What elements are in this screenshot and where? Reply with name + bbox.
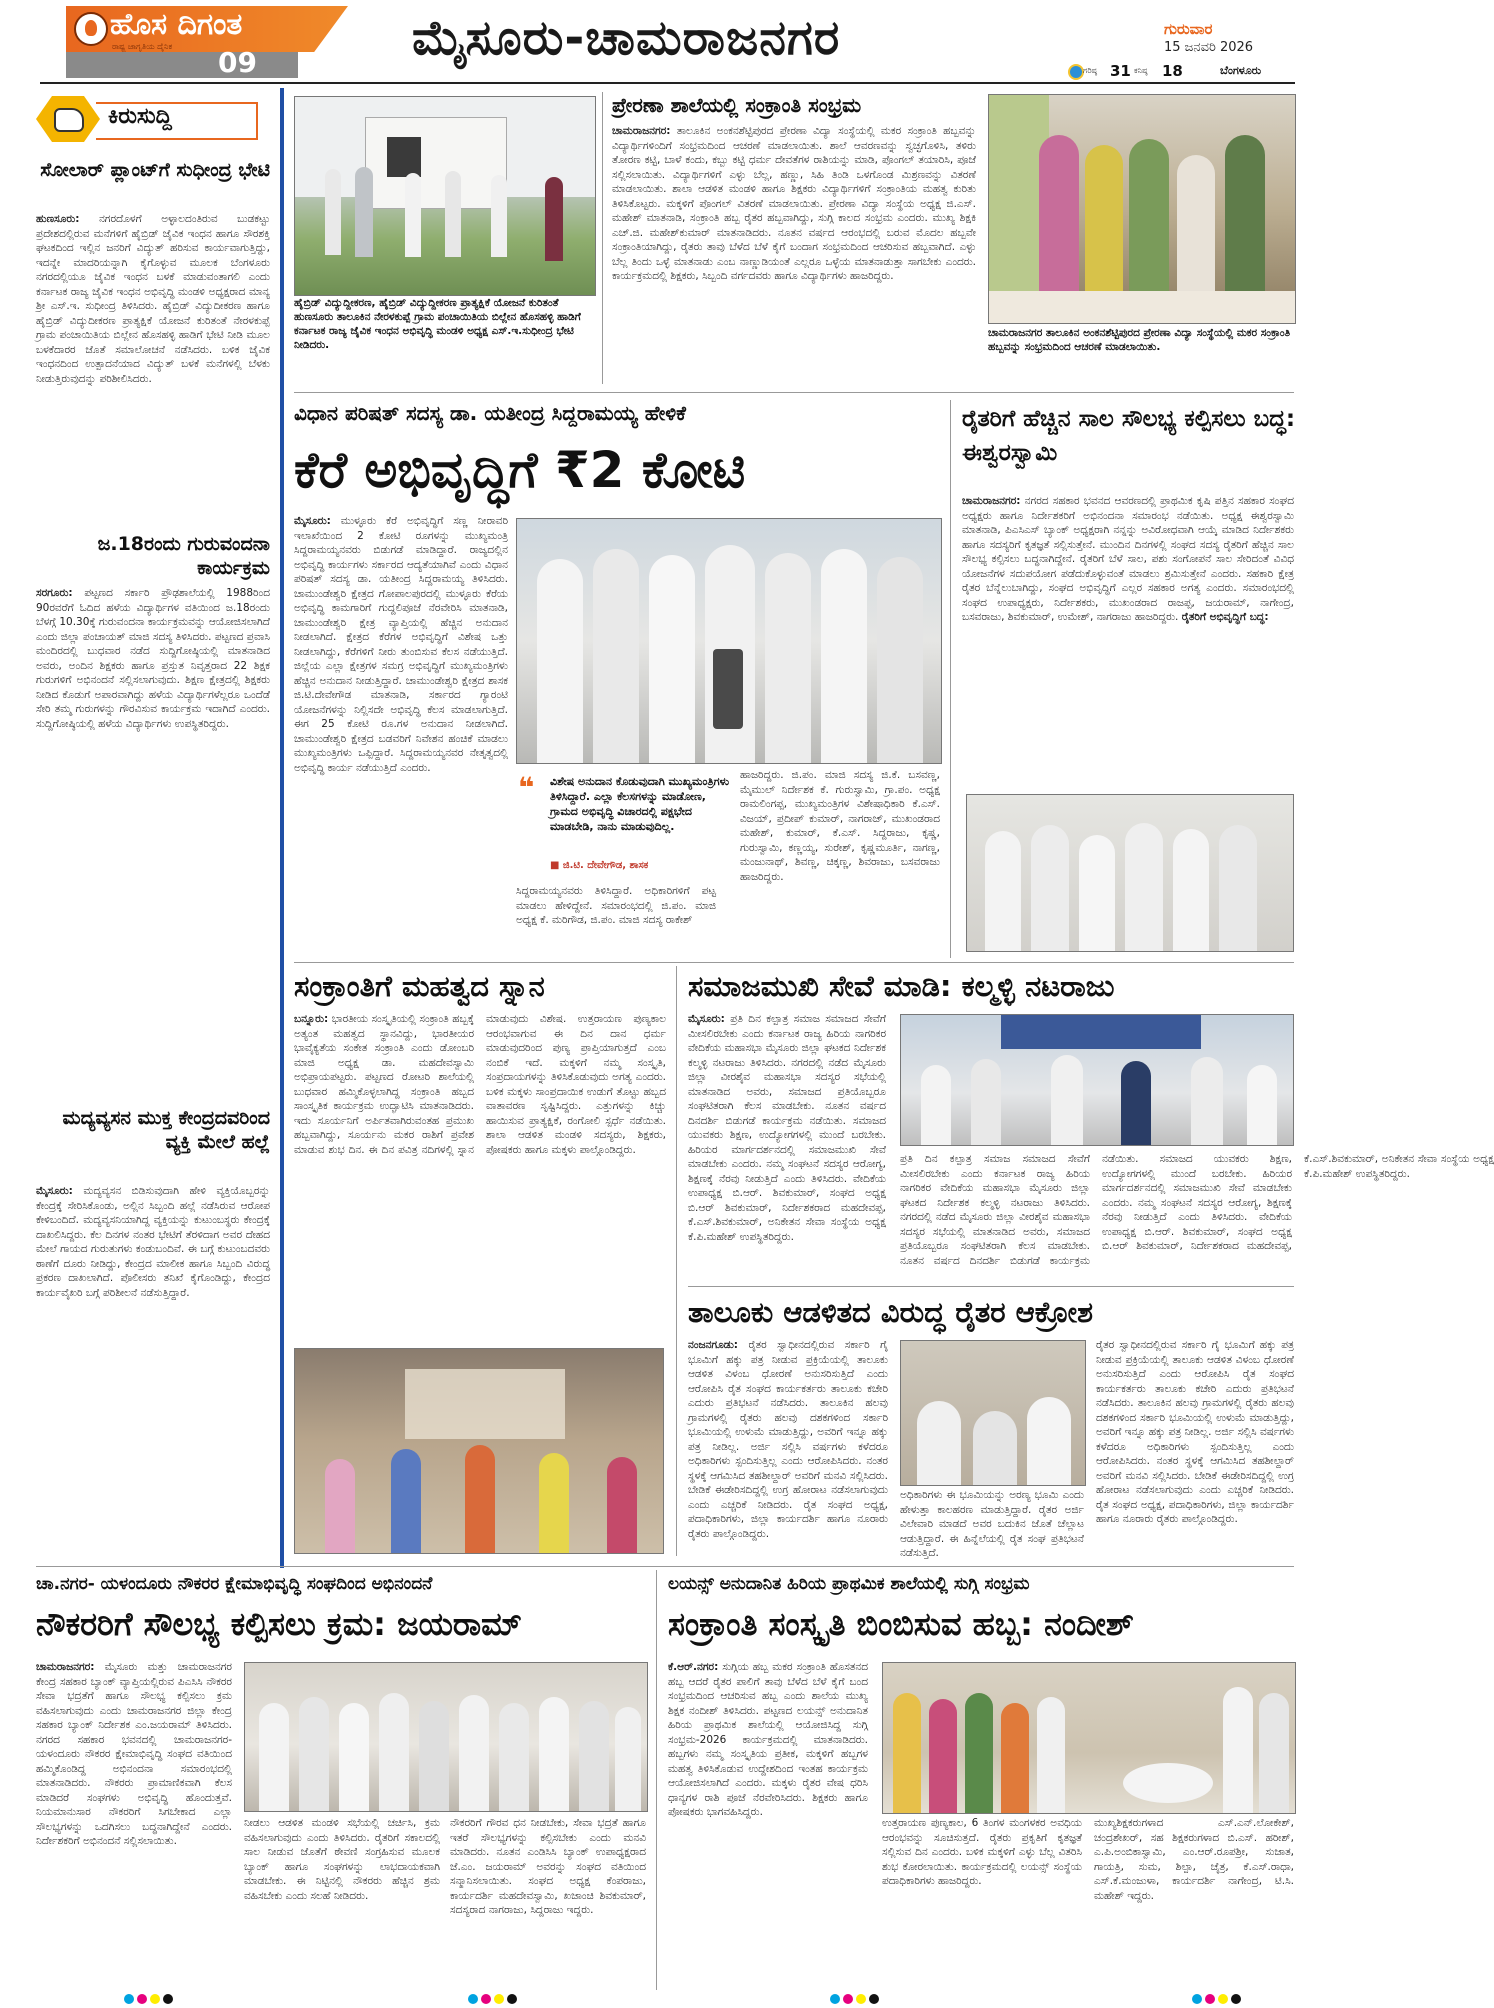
staff-body-mid: ನೀಡಲು ಆಡಳಿತ ಮಂಡಳಿ ಸಭೆಯಲ್ಲಿ ಚರ್ಚಿಸಿ, ಕ್ರಮ ವಹಿಸಲಾಗುವುದು ಎಂದು ತಿಳಿಸಿದರು. ರೈತರಿಗೆ ಸಕಾಲದಲ್ಲಿ ಸಾಲ ನೀಡುವ ಜೊತೆಗೆ ಠೇವಣಿ ಸಂಗ್ರಹಿಸುವ ಮೂಲಕ ಬ್ಯಾಂಕ್ ಹಾಗೂ ಸಂಘಗಳನ್ನು ಲಾಭದಾಯಕವಾಗಿ ಮಾಡಬೇಕು. ಈ ನಿಟ್ಟಿನಲ್ಲಿ ನೌಕರರು ಹೆಚ್ಚಿನ ಶ್ರಮ ವಹಿಸಬೇಕು ಎಂದು ಸಲಹೆ ನೀಡಿದರು. <box>244 1817 440 1902</box>
school-headline: ಸಂಕ್ರಾಂತಿ ಸಂಸ್ಕೃತಿ ಬಿಂಬಿಸುವ ಹಬ್ಬ: ನಂದೀಶ್ <box>668 1605 1134 1643</box>
issue-date: 15 ಜನವರಿ 2026 <box>1164 40 1254 55</box>
prerana-headline: ಪ್ರೇರಣಾ ಶಾಲೆಯಲ್ಲಿ ಸಂಕ್ರಾಂತಿ ಸಂಭ್ರಮ <box>612 93 862 117</box>
loan-photo <box>966 794 1294 952</box>
loan-headline: ರೈತರಿಗೆ ಹೆಚ್ಚಿನ ಸಾಲ ಸೌಲಭ್ಯ ಕಲ್ಪಿಸಲು ಬದ್ಧ: ಈಶ್ವರಸ್ವಾಮಿ <box>962 406 1296 466</box>
farmers-body-right: ರೈತರ ಸ್ವಾಧೀನದಲ್ಲಿರುವ ಸರ್ಕಾರಿ ಗೈ ಭೂಮಿಗೆ ಹಕ್ಕು ಪತ್ರ ನೀಡುವ ಪ್ರಕ್ರಿಯೆಯಲ್ಲಿ ತಾಲೂಕು ಆಡಳಿತ ವಿಳಂಬ ಧೋರಣೆ ಅನುಸರಿಸುತ್ತಿದೆ ಎಂದು ಆರೋಪಿಸಿ ರೈತ ಸಂಘದ ಕಾರ್ಯಕರ್ತರು ತಾಲೂಕು ಕಚೇರಿ ಎದುರು ಪ್ರತಿಭಟನೆ ನಡೆಸಿದರು. ತಾಲೂಕಿನ ಹಲವು ಗ್ರಾಮಗಳಲ್ಲಿ ರೈತರು ಹಲವು ದಶಕಗಳಿಂದ ಸರ್ಕಾರಿ ಭೂಮಿಯಲ್ಲಿ ಉಳುಮೆ ಮಾಡುತ್ತಿದ್ದು, ಅವರಿಗೆ ಇನ್ನೂ ಹಕ್ಕು ಪತ್ರ ನೀಡಿಲ್ಲ. ಅರ್ಜಿ ಸಲ್ಲಿಸಿ ವರ್ಷಗಳು ಕಳೆದರೂ ಅಧಿಕಾರಿಗಳು ಸ್ಪಂದಿಸುತ್ತಿಲ್ಲ ಎಂದು ಆರೋಪಿಸಿದರು. ನಂತರ ಸ್ಥಳಕ್ಕೆ ಆಗಮಿಸಿದ ತಹಶೀಲ್ದಾರ್ ಅವರಿಗೆ ಮನವಿ ಸಲ್ಲಿಸಿದರು. ಬೇಡಿಕೆ ಈಡೇರಿಸದಿದ್ದಲ್ಲಿ ಉಗ್ರ ಹೋರಾಟ ನಡೆಸಲಾಗುವುದು ಎಂದು ಎಚ್ಚರಿಕೆ ನೀಡಿದರು. ರೈತ ಸಂಘದ ಅಧ್ಯಕ್ಷ, ಪದಾಧಿಕಾರಿಗಳು, ಜಿಲ್ಲಾ ಕಾರ್ಯದರ್ಶಿ ಹಾಗೂ ನೂರಾರು ರೈತರು ಪಾಲ್ಗೊಂಡಿದ್ದರು. <box>1096 1339 1294 1525</box>
briefs-badge-label: ಕಿರುಸುದ್ದಿ <box>108 104 172 129</box>
visit-photo <box>294 96 596 296</box>
masthead <box>0 0 1335 80</box>
weather-icon <box>1068 64 1084 80</box>
prerana-body: ಚಾಮರಾಜನಗರ: ತಾಲೂಕಿನ ಅಂಕನಶೆಟ್ಟಿಪುರದ ಪ್ರೇರಣಾ ವಿದ್ಯಾ ಸಂಸ್ಥೆಯಲ್ಲಿ ಮಕರ ಸಂಕ್ರಾಂತಿ ಹಬ್ಬವನ್ನು ವಿದ್ಯಾರ್ಥಿಗಳಿಂದಿಗೆ ಸಂಭ್ರಮದಿಂದ ಆಚರಣೆ ಮಾಡಲಾಯಿತು. ಶಾಲೆ ಆವರಣವನ್ನು ಸ್ವಚ್ಛಗೊಳಿಸಿ, ತಳಿರು ತೋರಣ ಕಟ್ಟಿ, ಬಾಳೆ ಕಂದು, ಕಬ್ಬು ಕಟ್ಟಿ ಧರ್ಮ ದೇವತೆಗಳ ರಾಶಿಯನ್ನು ಮಾಡಿ, ಪೊಂಗಲ್ ತಯಾರಿಸಿ, ಪೂಜೆ ಸಲ್ಲಿಸಲಾಯಿತು. ವಿದ್ಯಾರ್ಥಿಗಳಿಗೆ ಎಳ್ಳು ಬೆಲ್ಲ, ಹಣ್ಣು, ಸಿಹಿ ತಿಂಡಿ ಒಳಗೊಂಡ ಮಿಶ್ರಣವನ್ನು ವಿತರಣೆ ಮಾಡಲಾಯಿತು. ಶಾಲಾ ಆಡಳಿತ ಮಂಡಳಿ ಹಾಗೂ ಶಿಕ್ಷಕರು ವಿದ್ಯಾರ್ಥಿಗಳಿಗೆ ಸಂಕ್ರಾಂತಿಯ ಮಹತ್ವ ಕುರಿತು ತಿಳಿಸಿಕೊಟ್ಟರು. ಮಕ್ಕಳಿಗೆ ಪೊಂಗಲ್ ವಿತರಣೆ ಮಾಡಲಾಯಿತು. ಪ್ರೇರಣಾ ವಿದ್ಯಾ ಸಂಸ್ಥೆಯ ಅಧ್ಯಕ್ಷ ಜಿ.ಎಸ್. ಮಹೇಶ್ ಮಾತನಾಡಿ, ಸಂಕ್ರಾಂತಿ ಹಬ್ಬ ರೈತರ ಹಬ್ಬವಾಗಿದ್ದು, ಸುಗ್ಗಿ ಕಾಲದ ಸಂಭ್ರಮ ಎಂದರು. ಮುಖ್ಯ ಶಿಕ್ಷಕಿ ಎಚ್.ಜಿ. ಮಹೇಶ್‌ಕುಮಾರ್ ಮಾತನಾಡಿದರು. ನೂತನ ವರ್ಷದ ಆರಂಭದಲ್ಲಿ ಬರುವ ಮೊದಲ ಹಬ್ಬವೇ ಸಂಕ್ರಾಂತಿಯಾಗಿದ್ದು, ರೈತರು ತಾವು ಬೆಳೆದ ಬೆಳೆ ಕೈಗೆ ಬಂದಾಗ ಸಂಭ್ರಮದಿಂದ ಆಚರಿಸುವ ಹಬ್ಬವಾಗಿದೆ. ಎಳ್ಳು ಬೆಲ್ಲ ತಿಂದು ಒಳ್ಳೆ ಮಾತನಾಡು ಎಂಬ ನಾಣ್ಣುಡಿಯಂತೆ ಎಲ್ಲರೂ ಒಳ್ಳೆಯ ಮಾತನಾಡುತ್ತಾ ಸಾಗಬೇಕು ಎಂದರು. ಕಾರ್ಯಕ್ರಮದಲ್ಲಿ ಶಿಕ್ಷಕರು, ಸಿಬ್ಬಂದಿ ವರ್ಗದವರು ಹಾಗೂ ವಿದ್ಯಾರ್ಥಿಗಳು ಹಾಜರಿದ್ದರು. <box>612 125 977 282</box>
prerana-photo-caption: ಚಾಮರಾಜನಗರ ತಾಲೂಕಿನ ಅಂಕನಶೆಟ್ಟಿಪುರದ ಪ್ರೇರಣಾ ವಿದ್ಯಾ ಸಂಸ್ಥೆಯಲ್ಲಿ ಮಕರ ಸಂಕ್ರಾಂತಿ ಹಬ್ಬವನ್ನು ಸಂಭ್ರಮದಿಂದ ಆಚರಣೆ ಮಾಡಲಾಯಿತು. <box>988 327 1291 353</box>
brief-title-3: ಮದ್ಯವ್ಯಸನ ಮುಕ್ತ ಕೇಂದ್ರದವರಿಂದ ವ್ಯಕ್ತಿ ಮೇಲೆ ಹಲ್ಲೆ <box>62 1107 270 1153</box>
farmers-body-mid: ಅಧಿಕಾರಿಗಳು ಈ ಭೂಮಿಯನ್ನು ಅರಣ್ಯ ಭೂಮಿ ಎಂದು ಹೇಳುತ್ತಾ ಕಾಲಹರಣ ಮಾಡುತ್ತಿದ್ದಾರೆ. ರೈತರ ಅರ್ಜಿ ವಿಲೇವಾರಿ ಮಾಡದೆ ಅವರ ಬದುಕಿನ ಜೊತೆ ಚೆಲ್ಲಾಟ ಆಡುತ್ತಿದ್ದಾರೆ. ಈ ಹಿನ್ನೆಲೆಯಲ್ಲಿ ರೈತ ಸಂಘ ಪ್ರತಿಭಟನೆ ನಡೆಸುತ್ತಿದೆ. <box>900 1489 1084 1559</box>
prerana-photo <box>988 94 1296 324</box>
staff-kicker: ಚಾ.ನಗರ- ಯಳಂದೂರು ನೌಕರರ ಕ್ಷೇಮಾಭಿವೃದ್ಧಿ ಸಂಘದಿಂದ ಅಭಿನಂದನೆ <box>36 1574 433 1594</box>
farmers-body-left: ನಂಜನಗೂಡು: ರೈತರ ಸ್ವಾಧೀನದಲ್ಲಿರುವ ಸರ್ಕಾರಿ ಗೈ ಭೂಮಿಗೆ ಹಕ್ಕು ಪತ್ರ ನೀಡುವ ಪ್ರಕ್ರಿಯೆಯಲ್ಲಿ ತಾಲೂಕು ಆಡಳಿತ ವಿಳಂಬ ಧೋರಣೆ ಅನುಸರಿಸುತ್ತಿದೆ ಎಂದು ಆರೋಪಿಸಿ ರೈತ ಸಂಘದ ಕಾರ್ಯಕರ್ತರು ತಾಲೂಕು ಕಚೇರಿ ಎದುರು ಪ್ರತಿಭಟನೆ ನಡೆಸಿದರು. ತಾಲೂಕಿನ ಹಲವು ಗ್ರಾಮಗಳಲ್ಲಿ ರೈತರು ಹಲವು ದಶಕಗಳಿಂದ ಸರ್ಕಾರಿ ಭೂಮಿಯಲ್ಲಿ ಉಳುಮೆ ಮಾಡುತ್ತಿದ್ದು, ಅವರಿಗೆ ಇನ್ನೂ ಹಕ್ಕು ಪತ್ರ ನೀಡಿಲ್ಲ. ಅರ್ಜಿ ಸಲ್ಲಿಸಿ ವರ್ಷಗಳು ಕಳೆದರೂ ಅಧಿಕಾರಿಗಳು ಸ್ಪಂದಿಸುತ್ತಿಲ್ಲ ಎಂದು ಆರೋಪಿಸಿದರು. ನಂತರ ಸ್ಥಳಕ್ಕೆ ಆಗಮಿಸಿದ ತಹಶೀಲ್ದಾರ್ ಅವರಿಗೆ ಮನವಿ ಸಲ್ಲಿಸಿದರು. ಬೇಡಿಕೆ ಈಡೇರಿಸದಿದ್ದಲ್ಲಿ ಉಗ್ರ ಹೋರಾಟ ನಡೆಸಲಾಗುವುದು ಎಂದು ಎಚ್ಚರಿಕೆ ನೀಡಿದರು. ರೈತ ಸಂಘದ ಅಧ್ಯಕ್ಷ, ಪದಾಧಿಕಾರಿಗಳು, ಜಿಲ್ಲಾ ಕಾರ್ಯದರ್ಶಿ ಹಾಗೂ ನೂರಾರು ರೈತರು ಪಾಲ್ಗೊಂಡಿದ್ದರು. <box>688 1339 888 1540</box>
brief-title-2: ಜ.18ರಂದು ಗುರುವಂದನಾ ಕಾರ್ಯಕ್ರಮ <box>97 533 270 579</box>
school-body-mid: ಉತ್ತರಾಯಣ ಪುಣ್ಯಕಾಲ, 6 ತಿಂಗಳ ಮಂಗಳಕರ ಅವಧಿಯ ಆರಂಭವನ್ನು ಸೂಚಿಸುತ್ತದೆ. ರೈತರು ಪ್ರಕೃತಿಗೆ ಕೃತಜ್ಞತೆ ಸಲ್ಲಿಸುವ ದಿನ ಎಂದರು. ಬಳಿಕ ಮಕ್ಕಳಿಗೆ ಎಳ್ಳು ಬೆಲ್ಲ ವಿತರಿಸಿ ಶುಭ ಕೋರಲಾಯಿತು. ಕಾರ್ಯಕ್ರಮದಲ್ಲಿ ಲಯನ್ಸ್ ಸಂಸ್ಥೆಯ ಪದಾಧಿಕಾರಿಗಳು ಹಾಜರಿದ್ದರು. <box>882 1817 1082 1887</box>
brief-body-3: ಮೈಸೂರು: ಮದ್ಯವ್ಯಸನ ಬಿಡಿಸುವುದಾಗಿ ಹೇಳಿ ವ್ಯಕ್ತಿಯೊಬ್ಬರನ್ನು ಕೇಂದ್ರಕ್ಕೆ ಸೇರಿಸಿಕೊಂಡು, ಅಲ್ಲಿನ ಸಿಬ್ಬಂದಿ ಹಲ್ಲೆ ನಡೆಸಿರುವ ಆರೋಪ ಕೇಳಿಬಂದಿದೆ. ಮದ್ಯವ್ಯಸನಿಯಾಗಿದ್ದ ವ್ಯಕ್ತಿಯನ್ನು ಕುಟುಂಬಸ್ಥರು ಕೇಂದ್ರಕ್ಕೆ ದಾಖಲಿಸಿದ್ದರು. ಕೆಲ ದಿನಗಳ ನಂತರ ಭೇಟಿಗೆ ತೆರಳಿದಾಗ ಅವರ ದೇಹದ ಮೇಲೆ ಗಾಯದ ಗುರುತುಗಳು ಕಂಡುಬಂದಿವೆ. ಈ ಬಗ್ಗೆ ಕುಟುಂಬದವರು ಠಾಣೆಗೆ ದೂರು ನೀಡಿದ್ದು, ಕೇಂದ್ರದ ಮಾಲೀಕ ಹಾಗೂ ಸಿಬ್ಬಂದಿ ವಿರುದ್ಧ ಪ್ರಕರಣ ದಾಖಲಾಗಿದೆ. ಪೊಲೀಸರು ತನಿಖೆ ಕೈಗೊಂಡಿದ್ದು, ಕೇಂದ್ರದ ಕಾರ್ಯವೈಖರಿ ಬಗ್ಗೆ ಪರಿಶೀಲನೆ ನಡೆಸುತ್ತಿದ್ದಾರೆ. <box>36 1185 271 1299</box>
brief-title-1: ಸೋಲಾರ್ ಪ್ಲಾಂಟ್‌ಗೆ ಸುಧೀಂದ್ರ ಭೇಟಿ <box>40 159 270 181</box>
staff-photo <box>244 1662 648 1812</box>
page-number-block <box>66 52 298 78</box>
brand-emblem-icon <box>74 12 108 46</box>
temp-max: 31 <box>1110 62 1131 80</box>
page-number: 09 <box>218 46 257 79</box>
service-headline: ಸಮಾಜಮುಖಿ ಸೇವೆ ಮಾಡಿ: ಕಲ್ಮಳ್ಳಿ ನಟರಾಜು <box>688 969 1115 1003</box>
school-photo <box>882 1662 1296 1814</box>
lake-body-col1: ಮೈಸೂರು: ಮುಳ್ಳೂರು ಕೆರೆ ಅಭಿವೃದ್ಧಿಗೆ ಸಣ್ಣ ನೀರಾವರಿ ಇಲಾಖೆಯಿಂದ 2 ಕೋಟಿ ರೂಗಳನ್ನು ಮುಖ್ಯಮಂತ್ರಿ ಸಿದ್ದರಾಮಯ್ಯನವರು ಬಿಡುಗಡೆ ಮಾಡಿದ್ದಾರೆ. ರಾಜ್ಯದಲ್ಲಿನ ಅಭಿವೃದ್ಧಿ ಕಾರ್ಯಗಳು ಸರ್ಕಾರದ ಆದ್ಯತೆಯಾಗಿವೆ ಎಂದು ವಿಧಾನ ಪರಿಷತ್ ಸದಸ್ಯ ಡಾ. ಯತೀಂದ್ರ ಸಿದ್ದರಾಮಯ್ಯ ತಿಳಿಸಿದರು. ಚಾಮುಂಡೇಶ್ವರಿ ಕ್ಷೇತ್ರದ ಗೋಪಾಲಪುರದಲ್ಲಿ ಮುಳ್ಳೂರು ಕೆರೆಯ ಅಭಿವೃದ್ಧಿ ಕಾಮಗಾರಿಗೆ ಗುದ್ದಲಿಪೂಜೆ ನೆರವೇರಿಸಿ ಮಾತನಾಡಿ, ಚಾಮುಂಡೇಶ್ವರಿ ಕ್ಷೇತ್ರ ವ್ಯಾಪ್ತಿಯಲ್ಲಿ ಹೆಚ್ಚಿನ ಅನುದಾನ ನೀಡಲಾಗಿದೆ. ಕ್ಷೇತ್ರದ ಕೆರೆಗಳ ಅಭಿವೃದ್ಧಿಗೆ ವಿಶೇಷ ಒತ್ತು ನೀಡಲಾಗಿದ್ದು, ಕೆರೆಗಳಿಗೆ ನೀರು ತುಂಬಿಸುವ ಕೆಲಸ ನಡೆಯುತ್ತಿದೆ. ಜಿಲ್ಲೆಯ ಎಲ್ಲಾ ಕ್ಷೇತ್ರಗಳ ಸಮಗ್ರ ಅಭಿವೃದ್ಧಿಗೆ ಮುಖ್ಯಮಂತ್ರಿಗಳು ಹೆಚ್ಚಿನ ಅನುದಾನ ನೀಡುತ್ತಿದ್ದಾರೆ. ಚಾಮುಂಡೇಶ್ವರಿ ಕ್ಷೇತ್ರದ ಶಾಸಕ ಜಿ.ಟಿ.ದೇವೇಗೌಡ ಮಾತನಾಡಿ, ಸರ್ಕಾರದ ಗ್ಯಾರಂಟಿ ಯೋಜನೆಗಳನ್ನು ನಿಲ್ಲಿಸದೇ ಅಭಿವೃದ್ಧಿ ಕೆಲಸ ಮಾಡಲಾಗುತ್ತಿದೆ. ಈಗ 25 ಕೋಟಿ ರೂ.ಗಳ ಅನುದಾನ ನೀಡಲಾಗಿದೆ. ಚಾಮುಂಡೇಶ್ವರಿ ಕ್ಷೇತ್ರದ ಬಡವರಿಗೆ ನಿವೇಶನ ಹಂಚಿಕೆ ಮಾಡಲು ಮುಖ್ಯಮಂತ್ರಿಗಳು ಒಪ್ಪಿದ್ದಾರೆ. ಸಿದ್ದರಾಮಯ್ಯನವರ ನೇತೃತ್ವದಲ್ಲಿ ಅಭಿವೃದ್ಧಿ ಕಾರ್ಯ ನಡೆಯುತ್ತಿದೆ ಎಂದರು. <box>294 515 509 774</box>
briefs-divider <box>280 88 284 1568</box>
temp-min: 18 <box>1162 62 1183 80</box>
temp-max-label: ಗರಿಷ್ಠ <box>1083 66 1097 75</box>
bath-photo <box>294 1348 664 1554</box>
farmers-photo <box>900 1340 1086 1486</box>
service-body-right: ಪ್ರತಿ ದಿನ ಕಲ್ಪಾತ್ರ ಸಮಾಜ ಸಮಾಜದ ಸೇವೆಗೆ ಮೀಸಲಿರಬೇಕು ಎಂದು ಕರ್ನಾಟಕ ರಾಜ್ಯ ಹಿರಿಯ ನಾಗರಿಕರ ವೇದಿಕೆಯ ಮಹಾಸಭಾ ಮೈಸೂರು ಜಿಲ್ಲಾ ಘಟಕದ ನಿರ್ದೇಶಕ ಕಲ್ಮಳ್ಳಿ ನಟರಾಜು ತಿಳಿಸಿದರು. ನಗರದಲ್ಲಿ ನಡೆದ ಮೈಸೂರು ಜಿಲ್ಲಾ ವೀರಶೈವ ಮಹಾಸಭಾ ಸದಸ್ಯರ ಸಭೆಯಲ್ಲಿ ಮಾತನಾಡಿದ ಅವರು, ಸಮಾಜದ ಪ್ರತಿಯೊಬ್ಬರೂ ಸಂಘಟಿತರಾಗಿ ಕೆಲಸ ಮಾಡಬೇಕು. ನೂತನ ವರ್ಷದ ದಿನದರ್ಶಿ ಬಿಡುಗಡೆ ಕಾರ್ಯಕ್ರಮ ನಡೆಯಿತು. ಸಮಾಜದ ಯುವಕರು ಶಿಕ್ಷಣ, ಉದ್ಯೋಗಗಳಲ್ಲಿ ಮುಂದೆ ಬರಬೇಕು. ಹಿರಿಯರ ಮಾರ್ಗದರ್ಶನದಲ್ಲಿ ಸಮಾಜಮುಖಿ ಸೇವೆ ಮಾಡಬೇಕು ಎಂದರು. ನಮ್ಮ ಸಂಘಟನೆ ಸದಸ್ಯರ ಆರೋಗ್ಯ, ಶಿಕ್ಷಣಕ್ಕೆ ನೆರವು ನೀಡುತ್ತಿದೆ ಎಂದು ತಿಳಿಸಿದರು. ವೇದಿಕೆಯ ಉಪಾಧ್ಯಕ್ಷ ಬಿ.ಆರ್. ಶಿವಕುಮಾರ್, ಸಂಘದ ಅಧ್ಯಕ್ಷ ಬಿ.ಆರ್ ಶಿವಕುಮಾರ್, ನಿರ್ದೇಶಕರಾದ ಮಹದೇವಪ್ಪ, ಕೆ.ಎಸ್.ಶಿವಕುಮಾರ್, ಅನಿಕೇತನ ಸೇವಾ ಸಂಸ್ಥೆಯ ಅಧ್ಯಕ್ಷ ಕೆ.ಪಿ.ಮಹೇಶ್ ಉಪಸ್ಥಿತರಿದ್ದರು. <box>900 1153 1494 1267</box>
school-body-left: ಕೆ.ಆರ್.ನಗರ: ಸುಗ್ಗಿಯ ಹಬ್ಬ ಮಕರ ಸಂಕ್ರಾಂತಿ ಹೊಸತನದ ಹಬ್ಬ ಆದರೆ ರೈತರ ಪಾಲಿಗೆ ತಾವು ಬೆಳೆದ ಬೆಳೆ ಕೈಗೆ ಬಂದ ಸಂಭ್ರಮದಿಂದ ಆಚರಿಸುವ ಹಬ್ಬ ಎಂದು ಶಾಲೆಯ ಮುಖ್ಯ ಶಿಕ್ಷಕ ನಂದೀಶ್ ತಿಳಿಸಿದರು. ಪಟ್ಟಣದ ಲಯನ್ಸ್ ಅನುದಾನಿತ ಹಿರಿಯ ಪ್ರಾಥಮಿಕ ಶಾಲೆಯಲ್ಲಿ ಆಯೋಜಿಸಿದ್ದ ಸುಗ್ಗಿ ಸಂಭ್ರಮ-2026 ಕಾರ್ಯಕ್ರಮದಲ್ಲಿ ಮಾತನಾಡಿದರು. ಹಬ್ಬಗಳು ನಮ್ಮ ಸಂಸ್ಕೃತಿಯ ಪ್ರತೀಕ, ಮಕ್ಕಳಿಗೆ ಹಬ್ಬಗಳ ಮಹತ್ವ ತಿಳಿಸಿಕೊಡುವ ಉದ್ದೇಶದಿಂದ ಇಂತಹ ಕಾರ್ಯಕ್ರಮ ಆಯೋಜಿಸಲಾಗಿದೆ ಎಂದರು. ಮಕ್ಕಳು ರೈತರ ವೇಷ ಧರಿಸಿ ಧಾನ್ಯಗಳ ರಾಶಿ ಪೂಜೆ ನೆರವೇರಿಸಿದರು. ಶಿಕ್ಷಕರು ಹಾಗೂ ಪೋಷಕರು ಭಾಗವಹಿಸಿದ್ದರು. <box>668 1661 868 1818</box>
lake-ceremony-photo <box>516 518 942 764</box>
bath-body: ಬನ್ನೂರು: ಭಾರತೀಯ ಸಂಸ್ಕೃತಿಯಲ್ಲಿ ಸಂಕ್ರಾಂತಿ ಹಬ್ಬಕ್ಕೆ ಅತ್ಯಂತ ಮಹತ್ವದ ಸ್ಥಾನವಿದ್ದು, ಭಾರತೀಯರ ಭಾವೈಕ್ಯತೆಯ ಸಂಕೇತ ಸಂಕ್ರಾಂತಿ ಎಂದು ಡೋಂಬರಿ ಮಾಜಿ ಅಧ್ಯಕ್ಷ ಡಾ. ಮಹದೇವಸ್ವಾಮಿ ಅಭಿಪ್ರಾಯಪಟ್ಟರು. ಪಟ್ಟಣದ ರೋಟರಿ ಶಾಲೆಯಲ್ಲಿ ಬುಧವಾರ ಹಮ್ಮಿಕೊಳ್ಳಲಾಗಿದ್ದ ಸಂಕ್ರಾಂತಿ ಹಬ್ಬದ ಸಾಂಸ್ಕೃತಿಕ ಕಾರ್ಯಕ್ರಮ ಉದ್ಘಾಟಿಸಿ ಮಾತನಾಡಿದರು. ಇದು ಸೂರ್ಯನಿಗೆ ಅರ್ಪಿತವಾಗಿರುವಂತಹ ಪ್ರಮುಖ ಹಬ್ಬವಾಗಿದ್ದು, ಸೂರ್ಯನು ಮಕರ ರಾಶಿಗೆ ಪ್ರವೇಶ ಮಾಡುವ ಶುಭ ದಿನ. ಈ ದಿನ ಪವಿತ್ರ ನದಿಗಳಲ್ಲಿ ಸ್ನಾನ ಮಾಡುವುದು ವಿಶೇಷ. ಉತ್ತರಾಯಣ ಪುಣ್ಯಕಾಲ ಆರಂಭವಾಗುವ ಈ ದಿನ ದಾನ ಧರ್ಮ ಮಾಡುವುದರಿಂದ ಪುಣ್ಯ ಪ್ರಾಪ್ತಿಯಾಗುತ್ತದೆ ಎಂಬ ನಂಬಿಕೆ ಇದೆ. ಮಕ್ಕಳಿಗೆ ನಮ್ಮ ಸಂಸ್ಕೃತಿ, ಸಂಪ್ರದಾಯಗಳನ್ನು ತಿಳಿಸಿಕೊಡುವುದು ಅಗತ್ಯ ಎಂದರು. ಬಳಿಕ ಮಕ್ಕಳು ಸಾಂಪ್ರದಾಯಿಕ ಉಡುಗೆ ತೊಟ್ಟು ಹಬ್ಬದ ವಾತಾವರಣ ಸೃಷ್ಟಿಸಿದ್ದರು. ಎತ್ತುಗಳನ್ನು ಕಿಚ್ಚು ಹಾಯಿಸುವ ಪ್ರಾತ್ಯಕ್ಷಿಕೆ, ರಂಗೋಲಿ ಸ್ಪರ್ಧೆ ನಡೆಯಿತು. ಶಾಲಾ ಆಡಳಿತ ಮಂಡಳಿ ಸದಸ್ಯರು, ಶಿಕ್ಷಕರು, ಪೋಷಕರು ಹಾಗೂ ಮಕ್ಕಳು ಪಾಲ್ಗೊಂಡಿದ್ದರು. <box>294 1013 666 1156</box>
brief-body-2: ಸರಗೂರು: ಪಟ್ಟಣದ ಸರ್ಕಾರಿ ಪ್ರೌಢಶಾಲೆಯಲ್ಲಿ 1988ರಿಂದ 90ರವರೆಗೆ ಓದಿದ ಹಳೆಯ ವಿದ್ಯಾರ್ಥಿಗಳ ವತಿಯಿಂದ ಜ.18ರಂದು ಬೆಳಗ್ಗೆ 10.30ಕ್ಕೆ ಗುರುವಂದನಾ ಕಾರ್ಯಕ್ರಮವನ್ನು ಆಯೋಜಿಸಲಾಗಿದೆ ಎಂದು ಜಿಲ್ಲಾ ಪಂಚಾಯತ್ ಮಾಜಿ ಸದಸ್ಯ ತಿಳಿಸಿದರು. ಪಟ್ಟಣದ ಪ್ರವಾಸಿ ಮಂದಿರದಲ್ಲಿ ಬುಧವಾರ ನಡೆದ ಸುದ್ದಿಗೋಷ್ಠಿಯಲ್ಲಿ ಮಾತನಾಡಿದ ಅವರು, ಅಂದಿನ ಶಿಕ್ಷಕರು ಹಾಗೂ ಪ್ರಸ್ತುತ ನಿವೃತ್ತರಾದ 22 ಶಿಕ್ಷಕ ಗುರುಗಳಿಗೆ ಅಭಿನಂದನೆ ಸಲ್ಲಿಸಲಾಗುವುದು. ಶಿಕ್ಷಣ ಕ್ಷೇತ್ರದಲ್ಲಿ ಶಿಕ್ಷಕರು ನೀಡಿದ ಕೊಡುಗೆ ಅಪಾರವಾಗಿದ್ದು ಹಳೆಯ ವಿದ್ಯಾರ್ಥಿಗಳೆಲ್ಲರೂ ಒಂದೆಡೆ ಸೇರಿ ತಮ್ಮ ಗುರುಗಳನ್ನು ಗೌರವಿಸುವ ಕಾರ್ಯಕ್ರಮ ಇದಾಗಿದೆ ಎಂದರು. ಸುದ್ದಿಗೋಷ್ಠಿಯಲ್ಲಿ ಹಳೆಯ ವಿದ್ಯಾರ್ಥಿಗಳು ಉಪಸ್ಥಿತರಿದ್ದರು. <box>36 587 270 730</box>
lake-quote-author: ■ ಜಿ.ಟಿ. ದೇವೇಗೌಡ, ಶಾಸಕ <box>550 860 649 871</box>
brand-tagline: ರಾಷ್ಟ್ರ ಜಾಗೃತಿಯ ದೈನಿಕ <box>112 42 173 51</box>
briefs-column <box>36 88 276 1568</box>
staff-body-left: ಚಾಮರಾಜನಗರ: ಮೈಸೂರು ಮತ್ತು ಚಾಮರಾಜನಗರ ಕೇಂದ್ರ ಸಹಕಾರ ಬ್ಯಾಂಕ್ ವ್ಯಾಪ್ತಿಯಲ್ಲಿರುವ ಪಿಎಸಿಸಿ ನೌಕರರ ಸೇವಾ ಭದ್ರತೆಗೆ ಹಾಗೂ ಸೌಲಭ್ಯ ಕಲ್ಪಿಸಲು ಕ್ರಮ ವಹಿಸಲಾಗುವುದು ಎಂದು ಚಾಮರಾಜನಗರ ಜಿಲ್ಲಾ ಕೇಂದ್ರ ಸಹಕಾರ ಬ್ಯಾಂಕ್ ನಿರ್ದೇಶಕ ಎಂ.ಜಯರಾಮ್ ತಿಳಿಸಿದರು. ನಗರದ ಸಹಕಾರ ಭವನದಲ್ಲಿ ಚಾಮರಾಜನಗರ- ಯಳಂದೂರು ನೌಕರರ ಕ್ಷೇಮಾಭಿವೃದ್ಧಿ ಸಂಘದ ವತಿಯಿಂದ ಹಮ್ಮಿಕೊಂಡಿದ್ದ ಅಭಿನಂದನಾ ಸಮಾರಂಭದಲ್ಲಿ ಮಾತನಾಡಿದರು. ನೌಕರರು ಪ್ರಾಮಾಣಿಕವಾಗಿ ಕೆಲಸ ಮಾಡಿದರೆ ಸಂಘಗಳು ಅಭಿವೃದ್ಧಿ ಹೊಂದುತ್ತವೆ. ನಿಯಮಾನುಸಾರ ನೌಕರರಿಗೆ ಸಿಗಬೇಕಾದ ಎಲ್ಲಾ ಸೌಲಭ್ಯಗಳನ್ನು ಒದಗಿಸಲು ಬದ್ಧನಾಗಿದ್ದೇನೆ ಎಂದರು. ನಿರ್ದೇಶಕರಿಗೆ ಅಭಿನಂದನೆ ಸಲ್ಲಿಸಲಾಯಿತು. <box>36 1661 232 1847</box>
school-body-right: ಮುಖ್ಯಶಿಕ್ಷಕರುಗಳಾದ ಎಸ್.ಎನ್.ಲೋಕೇಶ್, ಚಂದ್ರಶೇಖರ್, ಸಹ ಶಿಕ್ಷಕರುಗಳಾದ ಬಿ.ಎಸ್. ಹರೀಶ್, ಎ.ಪಿ.ಅಂಬಿಕಾಸ್ವಾಮಿ, ಎಂ.ಆರ್.ರೂಪಶ್ರೀ, ಸುಜಾತ, ಗಾಯತ್ರಿ, ಸುಮ, ಶಿಲ್ಪಾ, ಚೈತ್ರ, ಕೆ.ಎಸ್.ರಾಧಾ, ಎಸ್.ಕೆ.ಮಂಜುಳಾ, ಕಾರ್ಯದರ್ಶಿ ನಾಗೇಂದ್ರ, ಟಿ.ಸಿ. ಮಹೇಶ್ ಇದ್ದರು. <box>1094 1817 1294 1902</box>
lake-body-col4: ಹಾಜರಿದ್ದರು. ಜಿ.ಪಂ. ಮಾಜಿ ಸದಸ್ಯ ಜಿ.ಕೆ. ಬಸವಣ್ಣ, ಮೈಮುಲ್ ನಿರ್ದೇಶಕ ಕೆ. ಗುರುಸ್ವಾಮಿ, ಗ್ರಾ.ಪಂ. ಅಧ್ಯಕ್ಷ ರಾಮಲಿಂಗಪ್ಪ, ಮುಖ್ಯಮಂತ್ರಿಗಳ ವಿಶೇಷಾಧಿಕಾರಿ ಕೆ.ಎಸ್. ವಿಜಯ್, ಪ್ರದೀಪ್ ಕುಮಾರ್, ನಾಗರಾಜ್, ಮುಖಂಡರಾದ ಮಹೇಶ್, ಕುಮಾರ್, ಕೆ.ಎಸ್. ಸಿದ್ದರಾಜು, ಕೃಷ್ಣ, ಗುರುಸ್ವಾಮಿ, ಕಣ್ಣಯ್ಯ, ಸುರೇಶ್, ಕೃಷ್ಣಮೂರ್ತಿ, ನಾಗಣ್ಣ, ಮಂಜುನಾಥ್, ಶಿವಣ್ಣ, ಚಿಕ್ಕಣ್ಣ, ಶಿವರಾಜು, ಬಸವರಾಜು ಹಾಜರಿದ್ದರು. <box>740 769 940 883</box>
region-title: ಮೈಸೂರು-ಚಾಮರಾಜನಗರ <box>412 10 841 66</box>
quote-icon: ❝ <box>518 771 535 804</box>
bath-headline: ಸಂಕ್ರಾಂತಿಗೆ ಮಹತ್ವದ ಸ್ನಾನ <box>294 969 545 1003</box>
briefs-badge <box>36 96 266 140</box>
loan-body: ಚಾಮರಾಜನಗರ: ನಗರದ ಸಹಕಾರ ಭವನದ ಆವರಣದಲ್ಲಿ ಪ್ರಾಥಮಿಕ ಕೃಷಿ ಪತ್ತಿನ ಸಹಕಾರ ಸಂಘದ ಅಧ್ಯಕ್ಷರು ಹಾಗೂ ನಿರ್ದೇಶಕರಿಗೆ ಅಭಿನಂದನಾ ಸಮಾರಂಭ ನಡೆಯಿತು. ಅಧ್ಯಕ್ಷ ಈಶ್ವರಸ್ವಾಮಿ ಮಾತನಾಡಿ, ಪಿಎಸಿಎಸ್ ಬ್ಯಾಂಕ್ ಅಧ್ಯಕ್ಷರಾಗಿ ನನ್ನನ್ನು ಅವಿರೋಧವಾಗಿ ಆಯ್ಕೆ ಮಾಡಿದ ನಿರ್ದೇಶಕರು ಹಾಗೂ ಸದಸ್ಯರಿಗೆ ಕೃತಜ್ಞತೆ ಸಲ್ಲಿಸುತ್ತೇನೆ. ಮುಂದಿನ ದಿನಗಳಲ್ಲಿ ಸಂಘದ ಸದಸ್ಯ ರೈತರಿಗೆ ಹೆಚ್ಚಿನ ಸಾಲ ಸೌಲಭ್ಯ ಕಲ್ಪಿಸಲು ಬದ್ಧನಾಗಿದ್ದೇನೆ. ರೈತರಿಗೆ ಬೆಳೆ ಸಾಲ, ಪಶು ಸಂಗೋಪನೆ ಸಾಲ ಸೇರಿದಂತೆ ವಿವಿಧ ಯೋಜನೆಗಳ ಸದುಪಯೋಗ ಪಡೆದುಕೊಳ್ಳುವಂತೆ ಮಾಡಲು ಶ್ರಮಿಸುತ್ತೇನೆ ಎಂದರು. ಸಹಕಾರಿ ಕ್ಷೇತ್ರ ರೈತರ ಬೆನ್ನೆಲುಬಾಗಿದ್ದು, ಸಂಘದ ಅಭಿವೃದ್ಧಿಗೆ ಎಲ್ಲರ ಸಹಕಾರ ಅಗತ್ಯ ಎಂದರು. ಸಮಾರಂಭದಲ್ಲಿ ಸಂಘದ ಉಪಾಧ್ಯಕ್ಷರು, ನಿರ್ದೇಶಕರು, ಮುಖಂಡರಾದ ರಾಜಪ್ಪ, ಜಯರಾಮ್, ನಾಗೇಂದ್ರ, ಬಸವರಾಜು, ಶಿವಕುಮಾರ್, ಉಮೇಶ್, ನಾಗರಾಜು ಹಾಜರಿದ್ದರು. ರೈತರಿಗೆ ಅಭಿವೃದ್ಧಿಗೆ ಬದ್ಧ: <box>962 495 1294 623</box>
lake-quote-box <box>516 770 736 880</box>
masthead-rule <box>40 82 1295 84</box>
service-body-left: ಮೈಸೂರು: ಪ್ರತಿ ದಿನ ಕಲ್ಪಾತ್ರ ಸಮಾಜ ಸಮಾಜದ ಸೇವೆಗೆ ಮೀಸಲಿರಬೇಕು ಎಂದು ಕರ್ನಾಟಕ ರಾಜ್ಯ ಹಿರಿಯ ನಾಗರಿಕರ ವೇದಿಕೆಯ ಮಹಾಸಭಾ ಮೈಸೂರು ಜಿಲ್ಲಾ ಘಟಕದ ನಿರ್ದೇಶಕ ಕಲ್ಮಳ್ಳಿ ನಟರಾಜು ತಿಳಿಸಿದರು. ನಗರದಲ್ಲಿ ನಡೆದ ಮೈಸೂರು ಜಿಲ್ಲಾ ವೀರಶೈವ ಮಹಾಸಭಾ ಸದಸ್ಯರ ಸಭೆಯಲ್ಲಿ ಮಾತನಾಡಿದ ಅವರು, ಸಮಾಜದ ಪ್ರತಿಯೊಬ್ಬರೂ ಸಂಘಟಿತರಾಗಿ ಕೆಲಸ ಮಾಡಬೇಕು. ನೂತನ ವರ್ಷದ ದಿನದರ್ಶಿ ಬಿಡುಗಡೆ ಕಾರ್ಯಕ್ರಮ ನಡೆಯಿತು. ಸಮಾಜದ ಯುವಕರು ಶಿಕ್ಷಣ, ಉದ್ಯೋಗಗಳಲ್ಲಿ ಮುಂದೆ ಬರಬೇಕು. ಹಿರಿಯರ ಮಾರ್ಗದರ್ಶನದಲ್ಲಿ ಸಮಾಜಮುಖಿ ಸೇವೆ ಮಾಡಬೇಕು ಎಂದರು. ನಮ್ಮ ಸಂಘಟನೆ ಸದಸ್ಯರ ಆರೋಗ್ಯ, ಶಿಕ್ಷಣಕ್ಕೆ ನೆರವು ನೀಡುತ್ತಿದೆ ಎಂದು ತಿಳಿಸಿದರು. ವೇದಿಕೆಯ ಉಪಾಧ್ಯಕ್ಷ ಬಿ.ಆರ್. ಶಿವಕುಮಾರ್, ಸಂಘದ ಅಧ್ಯಕ್ಷ ಬಿ.ಆರ್ ಶಿವಕುಮಾರ್, ನಿರ್ದೇಶಕರಾದ ಮಹದೇವಪ್ಪ, ಕೆ.ಎಸ್.ಶಿವಕುಮಾರ್, ಅನಿಕೇತನ ಸೇವಾ ಸಂಸ್ಥೆಯ ಅಧ್ಯಕ್ಷ ಕೆ.ಪಿ.ಮಹೇಶ್ ಉಪಸ್ಥಿತರಿದ್ದರು. <box>688 1013 887 1243</box>
city-name: ಬೆಂಗಳೂರು <box>1220 64 1262 77</box>
school-kicker: ಲಯನ್ಸ್ ಅನುದಾನಿತ ಹಿರಿಯ ಪ್ರಾಥಮಿಕ ಶಾಲೆಯಲ್ಲಿ ಸುಗ್ಗಿ ಸಂಭ್ರಮ <box>668 1574 1030 1594</box>
temp-min-label: ಕನಿಷ್ಠ <box>1134 66 1148 75</box>
brief-body-1: ಹುಣಸೂರು: ನಗರದೊಳಗೆ ಅಳ್ಳಾಲದಂತಿರುವ ಬುಡಕಟ್ಟು ಪ್ರದೇಶದಲ್ಲಿರುವ ಮನೆಗಳಿಗೆ ಹೈಬ್ರಿಡ್ ಜೈವಿಕ ಇಂಧನ ಹಾಗೂ ಸೌರಶಕ್ತಿ ಘಟಕದಿಂದ ಇಲ್ಲಿನ ಜನರಿಗೆ ವಿದ್ಯುತ್ ಹರಿಸುವ ಕಾರ್ಯವಾಗುತ್ತಿದ್ದು, ಇದನ್ನೇ ಮಾದರಿಯನ್ನಾಗಿ ಕೈಗೊಳ್ಳುವ ಮೂಲಕ ಬೆಂಗಳೂರು ನಗರದಲ್ಲಿಯೂ ಜೈವಿಕ ಇಂಧನ ಬಳಕೆ ಮಾಡುವಂತಾಗಲಿ ಎಂದು ಕರ್ನಾಟಕ ರಾಜ್ಯ ಜೈವಿಕ ಇಂಧನ ಅಭಿವೃದ್ಧಿ ಮಂಡಳಿ ಅಧ್ಯಕ್ಷರಾದ ಮಾನ್ಯ ಶ್ರೀ ಎಸ್.ಇ. ಸುಧೀಂದ್ರ ತಿಳಿಸಿದರು. ಹೈಬ್ರಿಡ್ ವಿದ್ಯುದೀಕರಣ ಹಾಗೂ ಹೈಬ್ರಿಡ್ ವಿದ್ಯುದೀಕರಣ ಪ್ರಾತ್ಯಕ್ಷಿಕೆ ಯೋಜನೆ ಕುರಿತಂತೆ ನೇರಳಕುಪ್ಪೆ ಗ್ರಾಮ ಪಂಚಾಯಿತಿಯ ಬಿಲ್ಲೇನ ಹೊಸಹಳ್ಳಿ ಹಾಡಿಗೆ ಭೇಟಿ ನೀಡಿ ಮೂಲ ಬಳಕೆದಾರರ ಜೊತೆ ಸಮಾಲೋಚನೆ ನಡೆಸಿದರು. ಬಳಿಕ ಜೈವಿಕ ಇಂಧನದಿಂದ ಉತ್ಪಾದನೆಯಾದ ವಿದ್ಯುತ್ ಬಳಕೆ ಮನೆಗಳಲ್ಲಿ ಬೆಳಕು ನೀಡುತ್ತಿರುವುದನ್ನು ಪರಿಶೀಲಿಸಿದರು. <box>36 213 270 385</box>
brand-name: ಹೊಸ ದಿಗಂತ <box>110 7 243 42</box>
staff-body-right: ನೌಕರರಿಗೆ ಗೌರವ ಧನ ನೀಡಬೇಕು, ಸೇವಾ ಭದ್ರತೆ ಹಾಗೂ ಇತರೆ ಸೌಲಭ್ಯಗಳನ್ನು ಕಲ್ಪಿಸಬೇಕು ಎಂದು ಮನವಿ ಮಾಡಿದರು. ನೂತನ ಎಂಡಿಸಿಸಿ ಬ್ಯಾಂಕ್ ಉಪಾಧ್ಯಕ್ಷರಾದ ಜೆ.ಎಂ. ಜಯರಾಮ್ ಅವರನ್ನು ಸಂಘದ ವತಿಯಿಂದ ಸನ್ಮಾನಿಸಲಾಯಿತು. ಸಂಘದ ಅಧ್ಯಕ್ಷ ಕೆಂಪರಾಜು, ಕಾರ್ಯದರ್ಶಿ ಮಹದೇವಸ್ವಾಮಿ, ಖಜಾಂಚಿ ಶಿವಕುಮಾರ್, ಸದಸ್ಯರಾದ ನಾಗರಾಜು, ಸಿದ್ದರಾಜು ಇದ್ದರು. <box>450 1817 646 1916</box>
lake-headline: ಕೆರೆ ಅಭಿವೃದ್ಧಿಗೆ ₹2 ಕೋಟಿ <box>294 441 746 499</box>
lake-kicker: ವಿಧಾನ ಪರಿಷತ್ ಸದಸ್ಯ ಡಾ. ಯತೀಂದ್ರ ಸಿದ್ದರಾಮಯ್ಯ ಹೇಳಿಕೆ <box>294 401 686 425</box>
pointing-hand-icon <box>54 108 84 132</box>
lake-quote-text: ವಿಶೇಷ ಅನುದಾನ ಕೊಡುವುದಾಗಿ ಮುಖ್ಯಮಂತ್ರಿಗಳು ತಿಳಿಸಿದ್ದಾರೆ. ಎಲ್ಲಾ ಕೆಲಸಗಳನ್ನು ಮಾಡೋಣ, ಗ್ರಾಮದ ಅಭಿವೃದ್ಧಿ ವಿಚಾರದಲ್ಲಿ ಪಕ್ಷಭೇದ ಮಾಡಬೇಡಿ, ನಾನು ಮಾಡುವುದಿಲ್ಲ. <box>550 775 730 833</box>
staff-headline: ನೌಕರರಿಗೆ ಸೌಲಭ್ಯ ಕಲ್ಪಿಸಲು ಕ್ರಮ: ಜಯರಾಮ್ <box>36 1605 522 1643</box>
weekday: ಗುರುವಾರ <box>1164 20 1213 38</box>
farmers-headline: ತಾಲೂಕು ಆಡಳಿತದ ವಿರುದ್ಧ ರೈತರ ಆಕ್ರೋಶ <box>688 1295 1094 1329</box>
lake-body-col3: ಸಿದ್ದರಾಮಯ್ಯನವರು ತಿಳಿಸಿದ್ದಾರೆ. ಅಧಿಕಾರಿಗಳಿಗೆ ಪಟ್ಟ ಮಾಡಲು ಹೇಳಿದ್ದೇನೆ. ಸಮಾರಂಭದಲ್ಲಿ ಜಿ.ಪಂ. ಮಾಜಿ ಅಧ್ಯಕ್ಷ ಕೆ. ಮರಿಗೌಡ, ಜಿ.ಪಂ. ಮಾಜಿ ಸದಸ್ಯ ರಾಕೇಶ್ <box>516 885 716 926</box>
visit-photo-caption: ಹೈಬ್ರಿಡ್ ವಿದ್ಯುದ್ದೀಕರಣ, ಹೈಬ್ರಿಡ್ ವಿದ್ಯುದ್ದೀಕರಣ ಪ್ರಾತ್ಯಕ್ಷಿಕೆ ಯೋಜನೆ ಕುರಿತಂತೆ ಹುಣಸೂರು ತಾಲೂಕಿನ ನೇರಳಕುಪ್ಪೆ ಗ್ರಾಮ ಪಂಚಾಯಿತಿಯ ಬಿಲ್ಲೇನ ಹೊಸಹಳ್ಳಿ ಹಾಡಿಗೆ ಕರ್ನಾಟಕ ರಾಜ್ಯ ಜೈವಿಕ ಇಂಧನ ಅಭಿವೃದ್ಧಿ ಮಂಡಳಿ ಅಧ್ಯಕ್ಷ ಎಸ್.ಇ.ಸುಧೀಂದ್ರ ಭೇಟಿ ನೀಡಿದರು. <box>294 297 581 351</box>
service-photo <box>900 1014 1294 1146</box>
